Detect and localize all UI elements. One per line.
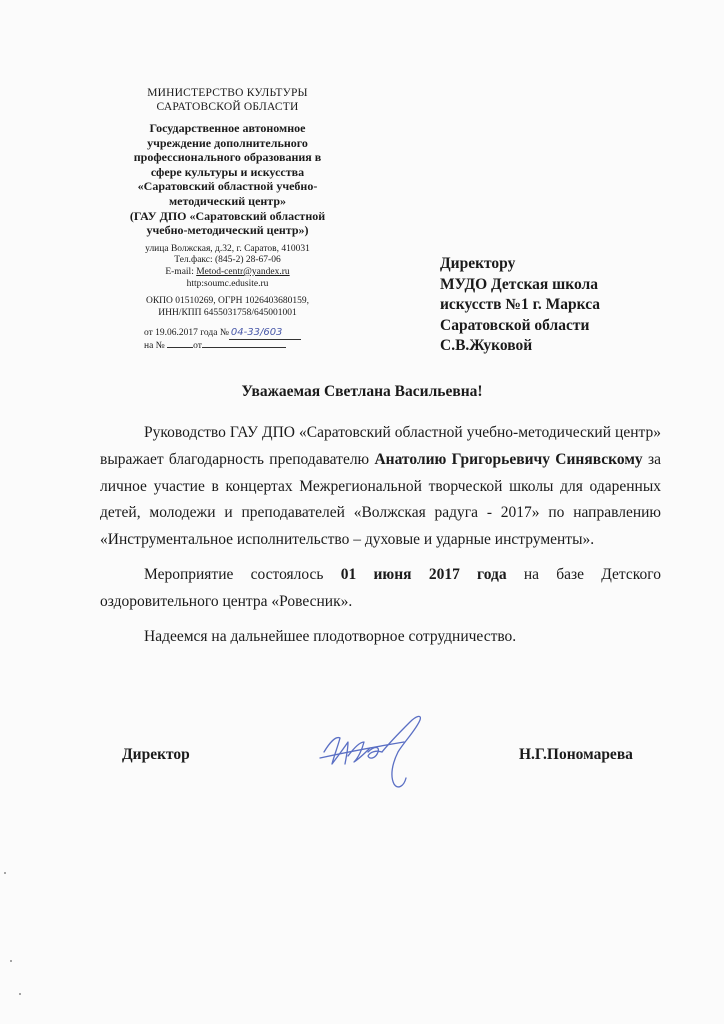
institution-name: Государственное автономное учреждение дополнительного профессионального образования в сфере культуры и искусства «Саратовский областной учебно- методический центр» (ГАУ ДПО «Саратовский областной учебно-методический центр») — [129, 121, 326, 238]
scan-speck — [4, 872, 6, 874]
scan-speck — [10, 960, 12, 962]
letterhead — [110, 86, 345, 352]
phone: Тел.факс: (845-2) 28-67-06 — [174, 255, 281, 266]
honoree-name: Анатолию Григорьевичу Синявскому — [374, 450, 643, 468]
contact-info — [110, 244, 345, 290]
handwritten-signature — [318, 712, 438, 792]
signatory-role: Директор — [122, 746, 190, 763]
signatory-name: Н.Г.Пономарева — [519, 746, 633, 763]
outgoing-reference: от 19.06.2017 года № 04-33/603 на № от — [110, 327, 345, 352]
registration-codes: ОКПО 01510269, ОГРН 1026403680159, ИНН/КПП 6455031758/645001001 — [145, 296, 310, 318]
body-paragraph-1: Руководство ГАУ ДПО «Саратовский областной учебно-методический центр» выражает благодарность преподавателю Анатолию Григорьевичу Синявскому за личное участие в концертах Межрегиональной творческой школы для одаренных детей, молодежи и преподавателей «Волжская радуга - 2017» по направлению «Инструментальное исполнительство – духовые и ударные инструменты». — [100, 424, 661, 549]
greeting: Уважаемая Светлана Васильевна! — [241, 383, 483, 400]
address: улица Волжская, д.32, г. Саратов, 410031 — [145, 243, 310, 254]
ref-number-blank — [167, 347, 193, 348]
website-link[interactable]: http:soumc.edusite.ru — [186, 278, 269, 289]
email-line: E-mail: Metod-centr@yandex.ru — [165, 266, 290, 277]
scan-speck — [19, 993, 21, 995]
ref-date-blank — [202, 347, 286, 348]
body-paragraph-3: Надеемся на дальнейшее плодотворное сотрудничество. — [144, 627, 517, 645]
letter-body — [100, 420, 661, 650]
addressee-block: Директору МУДО Детская школа искусств №1 г. Маркса Саратовской области С.В.Жуковой — [440, 255, 601, 354]
body-paragraph-2: Мероприятие состоялось 01 июня 2017 года на базе Детского оздоровительного центра «Ровесник». — [100, 565, 661, 610]
ministry-name: МИНИСТЕРСТВО КУЛЬТУРЫ САРАТОВСКОЙ ОБЛАСТИ — [147, 87, 308, 113]
handwritten-doc-number: 04-33/603 — [229, 327, 301, 340]
event-date: 01 июня 2017 года — [340, 565, 507, 583]
email-link[interactable]: Metod-centr@yandex.ru — [196, 266, 290, 277]
